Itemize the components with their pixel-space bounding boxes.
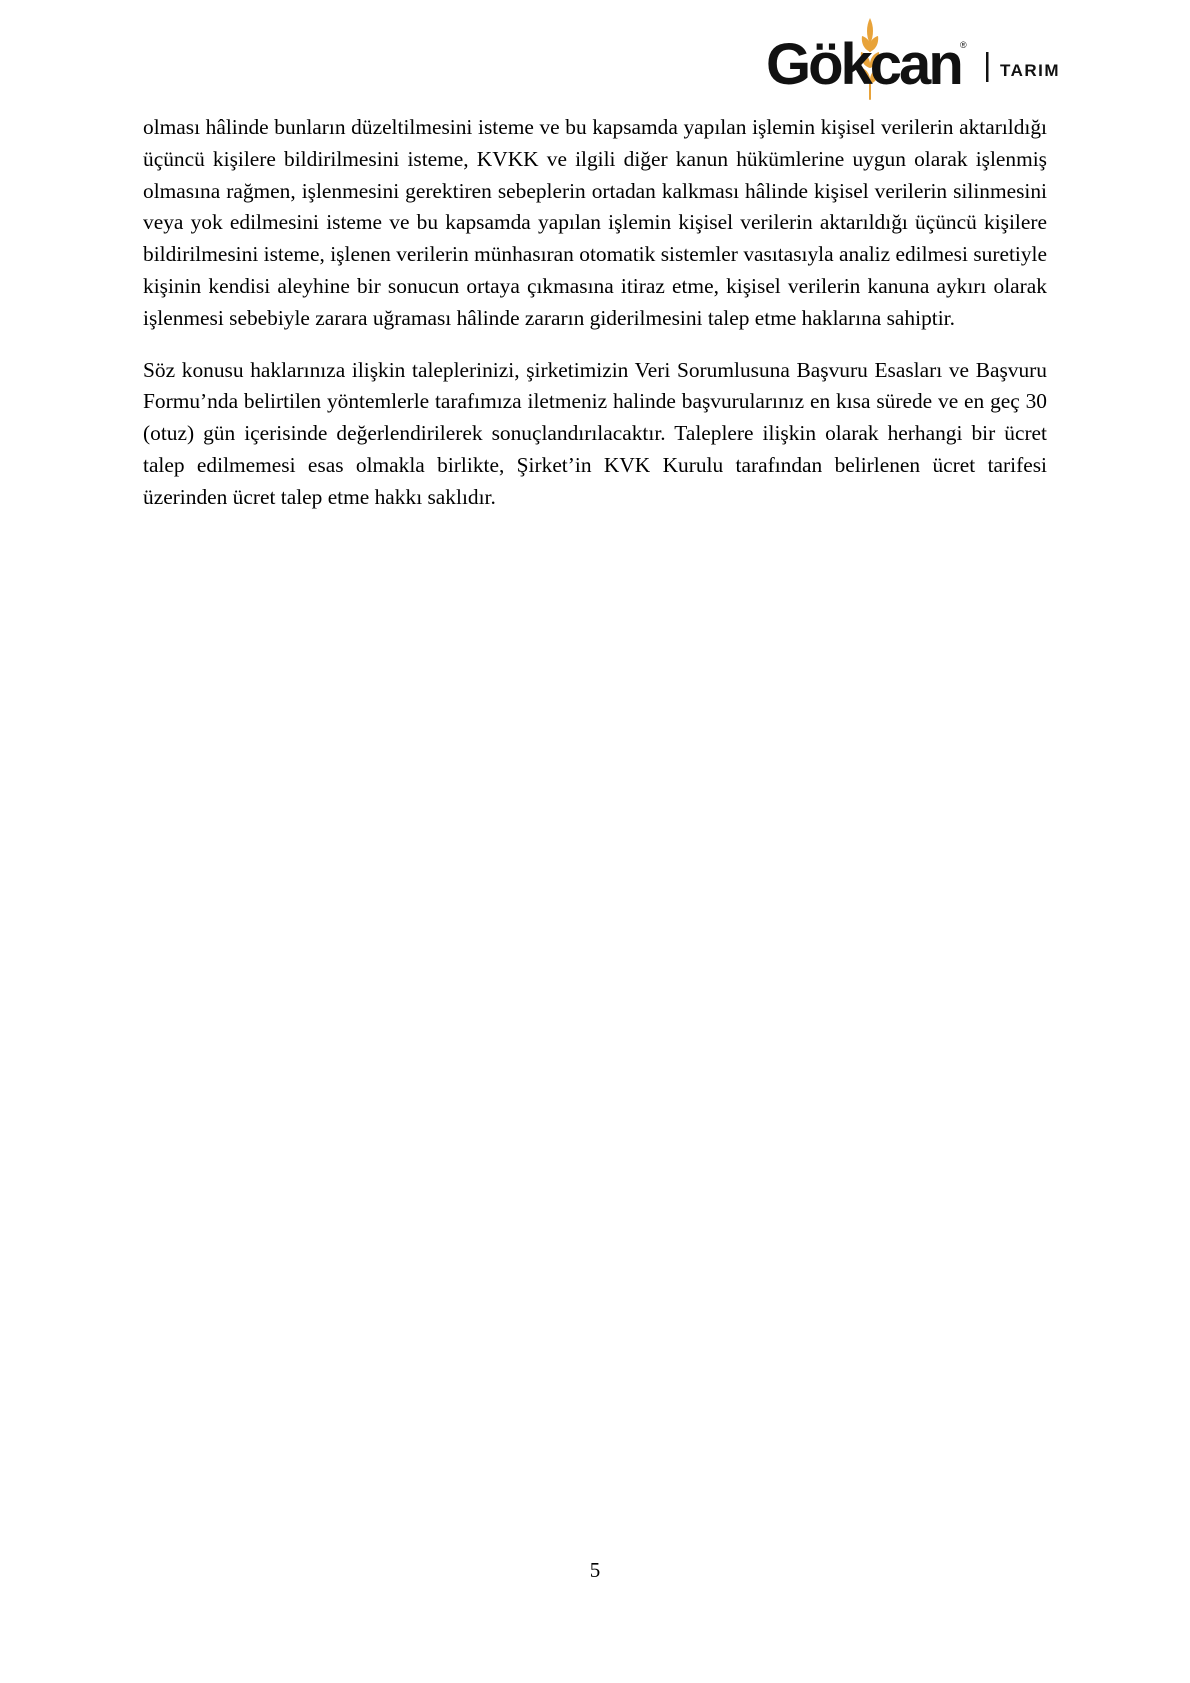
logo-division-label: TARIM [1000, 61, 1061, 80]
paragraph-application: Söz konusu haklarınıza ilişkin taleplerinizi, şirketimizin Veri Sorumlusuna Başvuru Esasları ve Başvuru Formu’nda belirtilen yöntemlerle tarafımıza iletmeniz halinde başvurularınız en kısa sürede ve en geç 30 (otuz) gün içerisinde değerlendirilerek sonuçlandırılacaktır. Taleplere ilişkin olarak herhangi bir ücret talep edilmemesi esas olmakla birlikte, Şirket’in KVK Kurulu tarafından belirlenen ücret tarifesi üzerinden ücret talep etme hakkı saklıdır. [143, 357, 1047, 509]
document-body [143, 112, 1047, 514]
logo-divider [986, 52, 989, 82]
gokcan-tarim-logo [762, 14, 1062, 104]
registered-mark: ® [960, 40, 967, 50]
paragraph-rights: olması hâlinde bunların düzeltilmesini isteme ve bu kapsamda yapılan işlemin kişisel verilerin aktarıldığı üçüncü kişilere bildirilmesini isteme, KVKK ve ilgili diğer kanun hükümlerine uygun olarak işlenmiş olmasına rağmen, işlenmesini gerektiren sebeplerin ortadan kalkması hâlinde kişisel verilerin silinmesini veya yok edilmesini isteme ve bu kapsamda yapılan işlemin kişisel verilerin aktarıldığı üçüncü kişilere bildirilmesini isteme, işlenen verilerin münhasıran otomatik sistemler vasıtasıyla analiz edilmesi suretiyle kişinin kendisi aleyhine bir sonucun ortaya çıkmasına itiraz etme, kişisel verilerin kanuna aykırı olarak işlenmesi sebebiyle zarara uğraması hâlinde zararın giderilmesini talep etme haklarına sahiptir. [143, 115, 1047, 330]
logo-wordmark: Gökcan [766, 32, 961, 97]
page-number: 5 [589, 1558, 601, 1582]
